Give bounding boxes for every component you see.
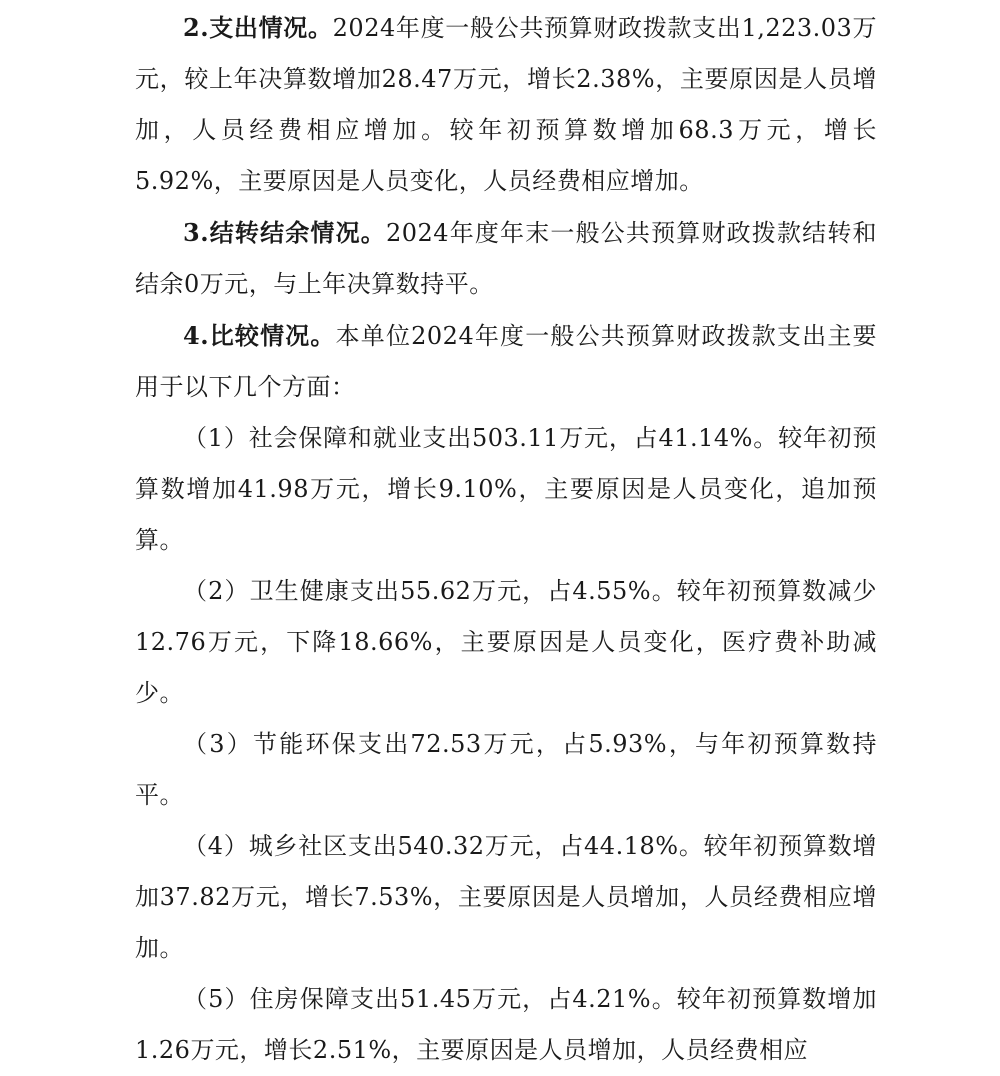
paragraph-text: 本单位2024年度一般公共预算财政拨款支出主要用于以下几个方面：: [135, 322, 877, 401]
section-heading: 4.比较情况。: [183, 321, 336, 350]
document-page: [135, 0, 877, 1076]
list-item: （2）卫生健康支出55.62万元，占4.55%。较年初预算数减少12.76万元，下降18.66%，主要原因是人员变化，医疗费补助减少。: [135, 577, 877, 707]
paragraph-carryover: [135, 207, 877, 310]
section-heading: 3.结转结余情况。: [183, 218, 386, 247]
list-item: （1）社会保障和就业支出503.11万元，占41.14%。较年初预算数增加41.98万元，增长9.10%，主要原因是人员变化，追加预算。: [135, 424, 877, 554]
paragraph-text: 2024年度年末一般公共预算财政拨款结转和结余0万元，与上年决算数持平。: [135, 219, 877, 298]
paragraph-comparison: [135, 310, 877, 413]
list-item: （4）城乡社区支出540.32万元，占44.18%。较年初预算数增加37.82万元，增长7.53%，主要原因是人员增加，人员经费相应增加。: [135, 832, 877, 962]
paragraph-text: 2024年度一般公共预算财政拨款支出1,223.03万元，较上年决算数增加28.47万元，增长2.38%，主要原因是人员增加，人员经费相应增加。较年初预算数增加68.3万元，增长5.92%，主要原因是人员变化，人员经费相应增加。: [135, 14, 878, 195]
list-item: （5）住房保障支出51.45万元，占4.21%。较年初预算数增加1.26万元，增长2.51%，主要原因是人员增加，人员经费相应: [135, 985, 877, 1064]
section-heading: 2.支出情况。: [183, 13, 333, 42]
paragraph-expenditure: [135, 0, 877, 207]
list-item: （3）节能环保支出72.53万元，占5.93%，与年初预算数持平。: [135, 730, 877, 809]
